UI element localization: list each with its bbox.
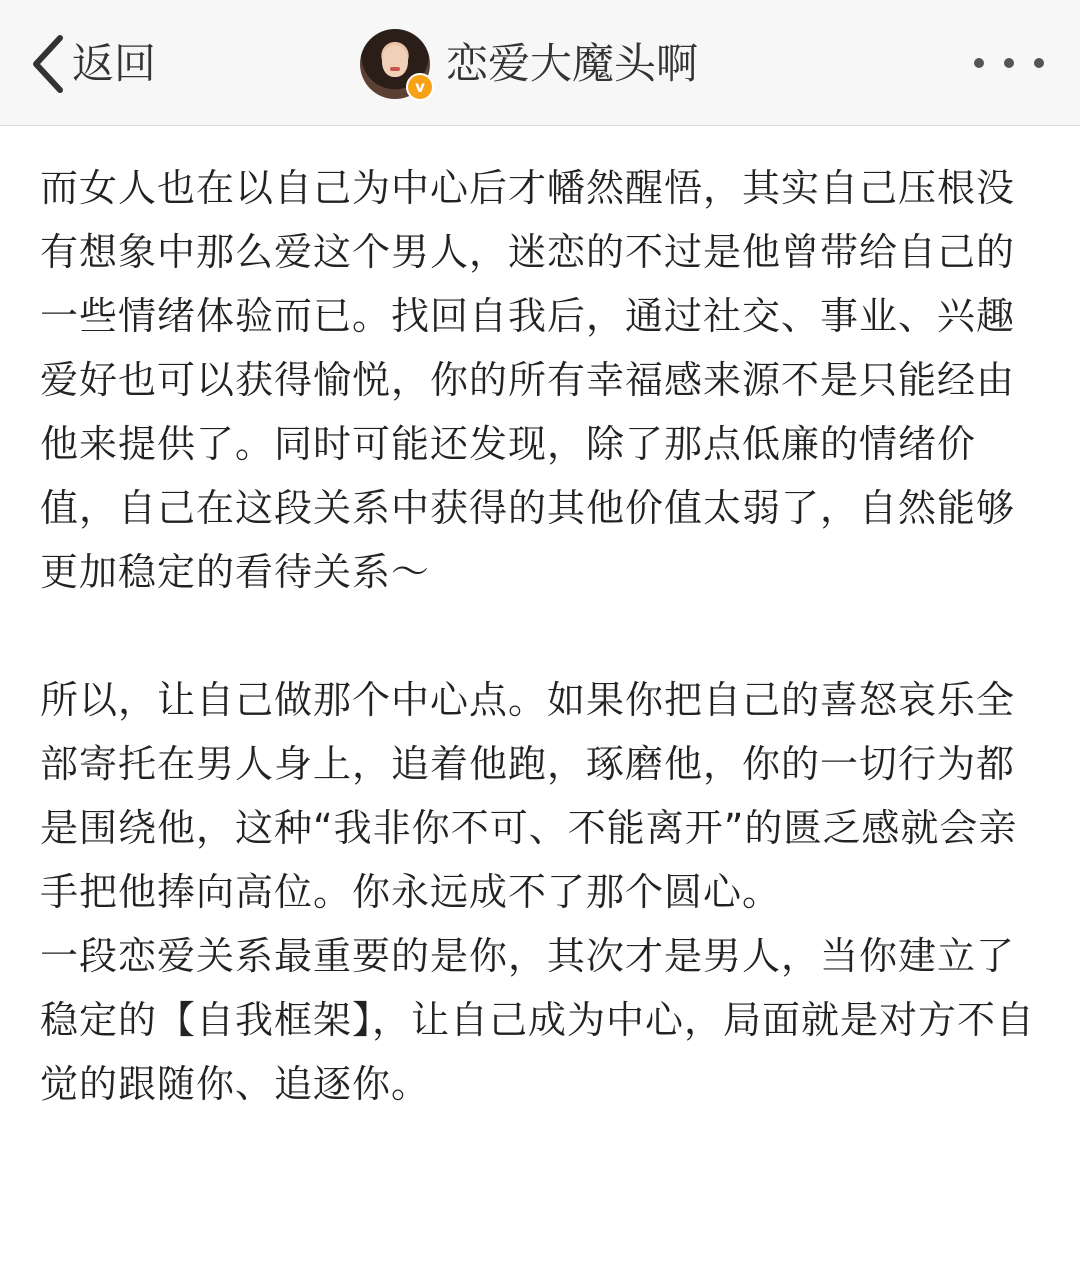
- more-dot: [1034, 58, 1044, 68]
- author-header[interactable]: [360, 28, 698, 100]
- verified-badge-icon: v: [406, 73, 434, 101]
- more-dot: [974, 58, 984, 68]
- post-paragraph-2: 所以，让自己做那个中心点。如果你把自己的喜怒哀乐全部寄托在男人身上，追着他跑，琢磨他，你的一切行为都是围绕他，这种“我非你不可、不能离开”的匮乏感就会亲手把他捧向高位。你永远成不了那个圆心。: [40, 678, 1018, 914]
- paragraph-spacer: [40, 604, 1040, 668]
- top-navigation-bar: [0, 0, 1080, 126]
- post-paragraph-1: 而女人也在以自己为中心后才幡然醒悟，其实自己压根没有想象中那么爱这个男人，迷恋的不过是他曾带给自己的一些情绪体验而已。找回自我后，通过社交、事业、兴趣爱好也可以获得愉悦，你的所有幸福感来源不是只能经由他来提供了。同时可能还发现，除了那点低廉的情绪价值，自己在这段关系中获得的其他价值太弱了，自然能够更加稳定的看待关系～: [40, 166, 1016, 594]
- back-button[interactable]: [30, 32, 156, 96]
- back-label: 返回: [72, 39, 157, 88]
- username[interactable]: 恋爱大魔头啊: [446, 39, 699, 88]
- post-body: [40, 156, 1040, 1116]
- more-dot: [1004, 58, 1014, 68]
- more-dots-icon[interactable]: [974, 48, 1044, 78]
- chevron-left-icon: [30, 34, 64, 94]
- avatar[interactable]: [360, 29, 430, 99]
- avatar-face: [382, 45, 408, 77]
- post-paragraph-3: 一段恋爱关系最重要的是你，其次才是男人，当你建立了稳定的【自我框架】，让自己成为中心，局面就是对方不自觉的跟随你、追逐你。: [40, 934, 1036, 1106]
- avatar-lips: [390, 67, 400, 71]
